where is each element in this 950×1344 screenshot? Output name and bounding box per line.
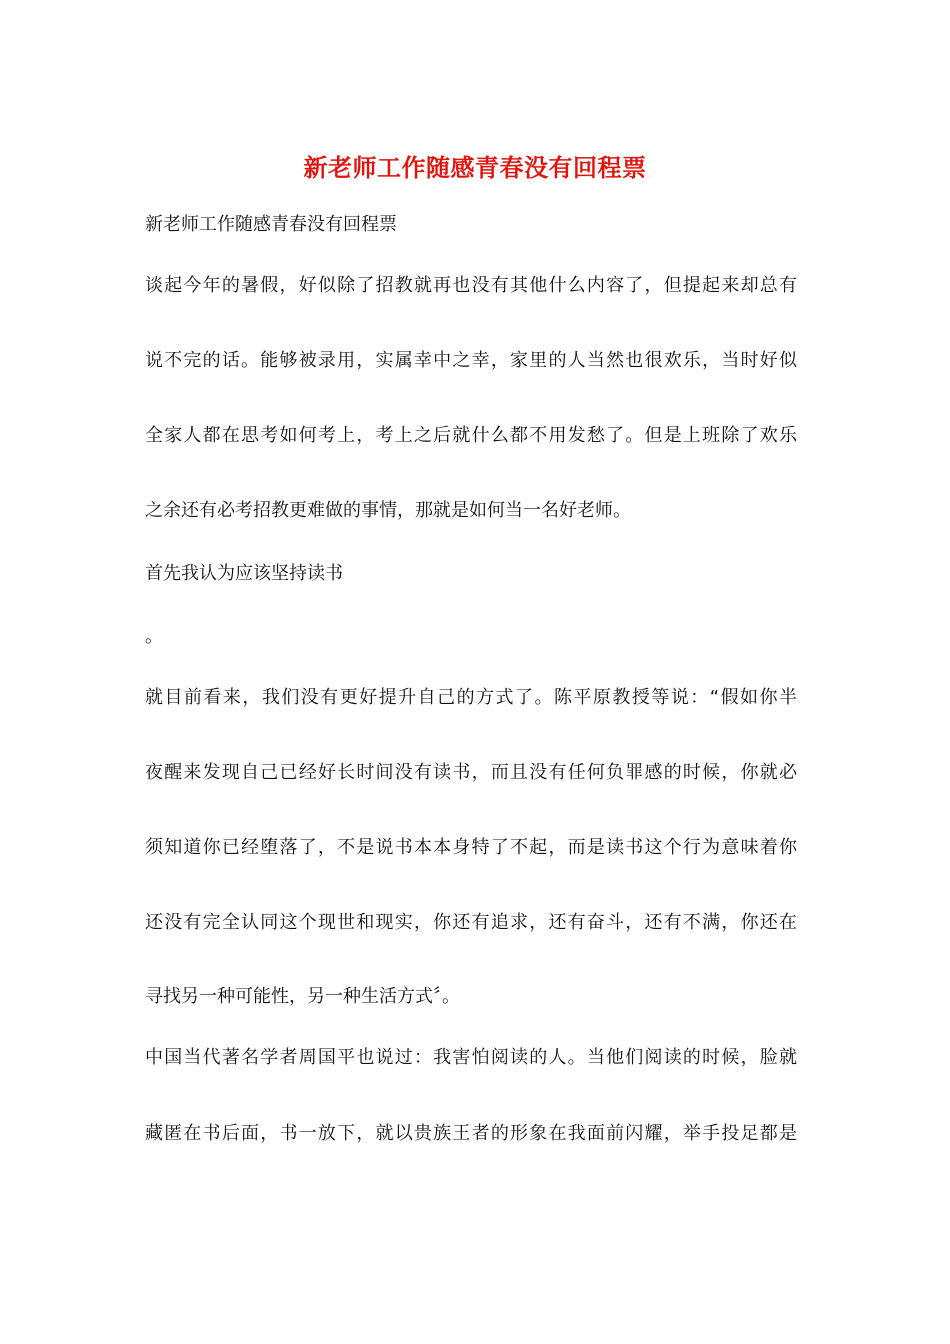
- paragraph-line: 中国当代著名学者周国平也说过：我害怕阅读的人。当他们阅读的时候，脸就: [145, 1047, 797, 1068]
- paragraph-line: 谈起今年的暑假，好似除了招教就再也没有其他什么内容了，但提起来却总有: [145, 275, 797, 296]
- paragraph-line: 说不完的话。能够被录用，实属幸中之幸，家里的人当然也很欢乐，当时好似: [145, 350, 797, 371]
- subtitle-line: 新老师工作随感青春没有回程票: [145, 214, 397, 235]
- paragraph-line: 藏匿在书后面，书一放下，就以贵族王者的形象在我面前闪耀，举手投足都是: [145, 1123, 797, 1144]
- paragraph-line: 夜醒来发现自己已经好长时间没有读书，而且没有任何负罪感的时候，你就必: [145, 762, 797, 783]
- heading-line: 首先我认为应该坚持读书: [145, 563, 343, 584]
- paragraph-line: 之余还有必考招教更难做的事情，那就是如何当一名好老师。: [145, 500, 631, 521]
- paragraph-line: 还没有完全认同这个现世和现实，你还有追求，还有奋斗，还有不满，你还在: [145, 912, 797, 933]
- paragraph-line: 就目前看来，我们没有更好提升自己的方式了。陈平原教授等说：“假如你半: [145, 687, 797, 708]
- paragraph-line: 寻找另一种可能性，另一种生活方式〞。: [145, 986, 460, 1007]
- paragraph-line: 须知道你已经堕落了，不是说书本本身特了不起，而是读书这个行为意味着你: [145, 837, 797, 858]
- document-title: 新老师工作随感青春没有回程票: [303, 153, 647, 182]
- paragraph-line: 全家人都在思考如何考上，考上之后就什么都不用发愁了。但是上班除了欢乐: [145, 425, 797, 446]
- punctuation-line: 。: [145, 626, 163, 647]
